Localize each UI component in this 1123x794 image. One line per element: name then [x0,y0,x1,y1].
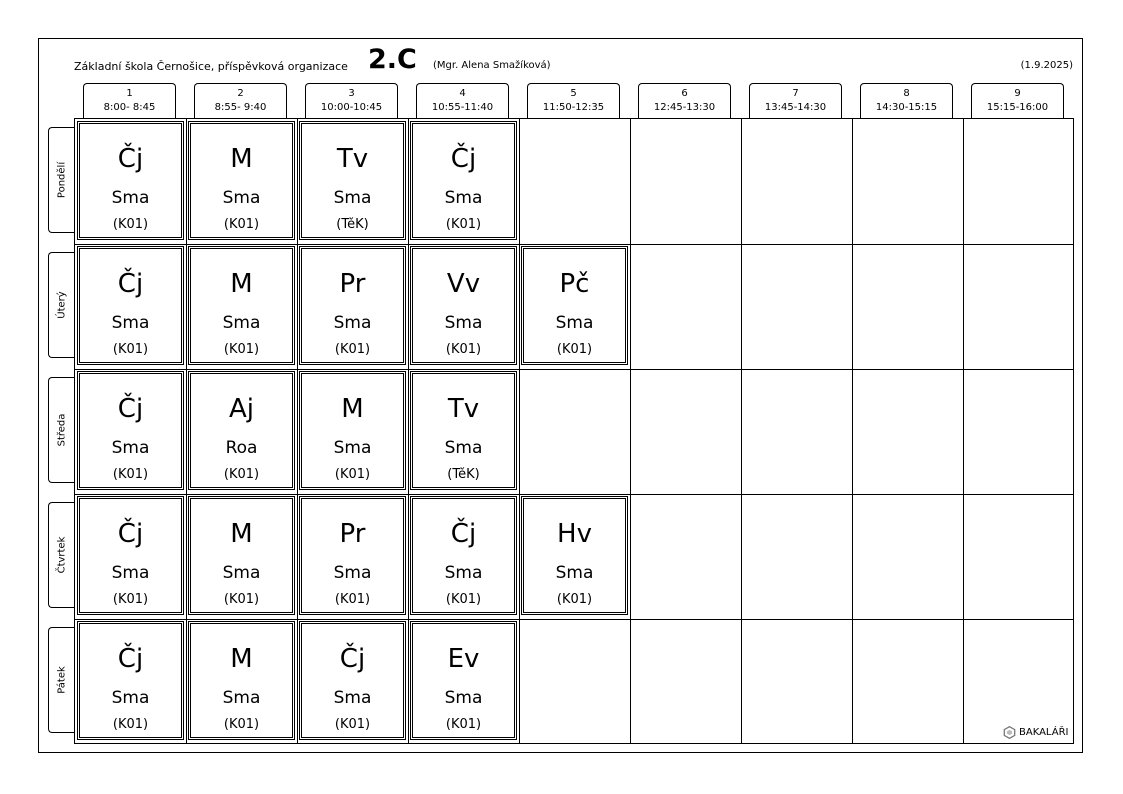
period-header-5 [527,83,620,119]
lesson-room: (K01) [334,342,371,357]
period-number: 6 [681,88,688,99]
lesson-teacher: Sma [555,563,594,583]
lesson-card [299,621,406,740]
period-number: 9 [1014,88,1021,99]
lesson-teacher: Sma [222,313,261,333]
period-header-2 [194,83,287,119]
grid-column-divider [408,119,409,743]
period-number: 5 [570,88,577,99]
bakalari-logo-icon [1003,726,1016,739]
lesson-card [410,246,517,365]
day-name: Pondělí [56,161,67,199]
lesson-card [77,371,184,490]
lesson-room: (K01) [445,717,482,732]
period-header-1 [83,83,176,119]
lesson-room: (K01) [223,217,260,232]
class-teacher: (Mgr. Alena Smažíková) [433,60,551,71]
lesson-room: (K01) [334,467,371,482]
lesson-room: (K01) [445,592,482,607]
timetable-date: (1.9.2025) [1020,60,1073,71]
lesson-room: (TěK) [336,217,369,232]
lesson-room: (TěK) [447,467,480,482]
period-time: 8:55- 9:40 [214,102,267,113]
period-number: 3 [348,88,355,99]
class-name: 2.C [368,44,417,75]
lesson-card [77,246,184,365]
lesson-teacher: Sma [111,688,150,708]
lesson-teacher: Sma [111,188,150,208]
grid-row-divider [75,244,1073,245]
lesson-subject: M [230,144,253,174]
grid-column-divider [741,119,742,743]
grid-column-divider [852,119,853,743]
lesson-card [77,496,184,615]
grid-row-divider [75,619,1073,620]
lesson-card [410,121,517,240]
period-time: 11:50-12:35 [542,102,605,113]
grid-column-divider [963,119,964,743]
day-label [48,252,74,358]
lesson-subject: M [341,394,364,424]
lesson-room: (K01) [556,592,593,607]
period-header-8 [860,83,953,119]
lesson-teacher: Sma [444,688,483,708]
lesson-subject: Pr [339,269,366,299]
lesson-teacher: Sma [111,563,150,583]
lesson-card [299,121,406,240]
grid-column-divider [630,119,631,743]
lesson-card [188,371,295,490]
period-header-4 [416,83,509,119]
day-label [48,377,74,483]
lesson-room: (K01) [445,217,482,232]
lesson-subject: Pr [339,519,366,549]
lesson-teacher: Sma [444,313,483,333]
lesson-teacher: Sma [111,313,150,333]
period-time: 13:45-14:30 [764,102,827,113]
lesson-room: (K01) [112,342,149,357]
lesson-teacher: Sma [333,688,372,708]
day-name: Čtvrtek [56,536,67,574]
lesson-card [299,371,406,490]
lesson-subject: Tv [447,394,480,424]
lesson-subject: Tv [336,144,369,174]
lesson-teacher: Sma [333,313,372,333]
lesson-card [77,121,184,240]
day-label [48,627,74,733]
period-number: 8 [903,88,910,99]
lesson-subject: Vv [446,269,481,299]
lesson-teacher: Roa [225,438,258,458]
period-number: 7 [792,88,799,99]
lesson-room: (K01) [223,342,260,357]
period-header-7 [749,83,842,119]
lesson-card [188,621,295,740]
period-time: 8:00- 8:45 [103,102,156,113]
grid-column-divider [186,119,187,743]
period-time: 10:55-11:40 [431,102,494,113]
lesson-subject: M [230,519,253,549]
period-header-3 [305,83,398,119]
lesson-card [410,371,517,490]
lesson-room: (K01) [556,342,593,357]
lesson-card [77,621,184,740]
lesson-card [299,246,406,365]
grid-column-divider [519,119,520,743]
lesson-subject: Aj [228,394,254,424]
lesson-subject: Pč [559,269,590,299]
lesson-subject: M [230,269,253,299]
lesson-subject: M [230,644,253,674]
lesson-room: (K01) [334,717,371,732]
period-number: 2 [237,88,244,99]
period-header-9 [971,83,1064,119]
lesson-teacher: Sma [444,188,483,208]
lesson-subject: Čj [450,519,477,549]
lesson-subject: Čj [117,394,144,424]
lesson-subject: Čj [339,644,366,674]
lesson-teacher: Sma [222,688,261,708]
day-label [48,127,74,233]
lesson-teacher: Sma [555,313,594,333]
lesson-room: (K01) [112,717,149,732]
lesson-subject: Čj [117,519,144,549]
lesson-teacher: Sma [111,438,150,458]
period-time: 14:30-15:15 [875,102,938,113]
lesson-teacher: Sma [333,563,372,583]
lesson-room: (K01) [334,592,371,607]
day-name: Úterý [56,291,67,319]
grid-row-divider [75,369,1073,370]
period-time: 15:15-16:00 [986,102,1049,113]
grid-row-divider [75,494,1073,495]
logo-text: BAKALÁŘI [1019,727,1069,738]
lesson-subject: Čj [450,144,477,174]
lesson-room: (K01) [112,592,149,607]
lesson-card [410,621,517,740]
grid-column-divider [297,119,298,743]
lesson-room: (K01) [112,217,149,232]
period-time: 12:45-13:30 [653,102,716,113]
lesson-room: (K01) [445,342,482,357]
period-time: 10:00-10:45 [320,102,383,113]
lesson-teacher: Sma [333,188,372,208]
lesson-subject: Čj [117,144,144,174]
lesson-card [299,496,406,615]
day-name: Pátek [56,666,67,694]
period-number: 4 [459,88,466,99]
school-name: Základní škola Černošice, příspěvková organizace [74,60,348,73]
lesson-subject: Ev [447,644,480,674]
lesson-card [410,496,517,615]
period-header-6 [638,83,731,119]
lesson-teacher: Sma [222,188,261,208]
day-name: Středa [56,413,67,447]
lesson-subject: Čj [117,269,144,299]
lesson-subject: Hv [557,519,592,549]
lesson-teacher: Sma [444,438,483,458]
timetable-grid [74,118,1074,744]
period-number: 1 [126,88,133,99]
lesson-teacher: Sma [222,563,261,583]
lesson-room: (K01) [112,467,149,482]
lesson-subject: Čj [117,644,144,674]
lesson-teacher: Sma [333,438,372,458]
lesson-card [188,496,295,615]
lesson-room: (K01) [223,467,260,482]
day-label [48,502,74,608]
lesson-card [188,246,295,365]
bakalari-logo [1003,726,1068,739]
lesson-teacher: Sma [444,563,483,583]
lesson-room: (K01) [223,717,260,732]
lesson-card [521,496,628,615]
lesson-room: (K01) [223,592,260,607]
lesson-card [521,246,628,365]
lesson-card [188,121,295,240]
